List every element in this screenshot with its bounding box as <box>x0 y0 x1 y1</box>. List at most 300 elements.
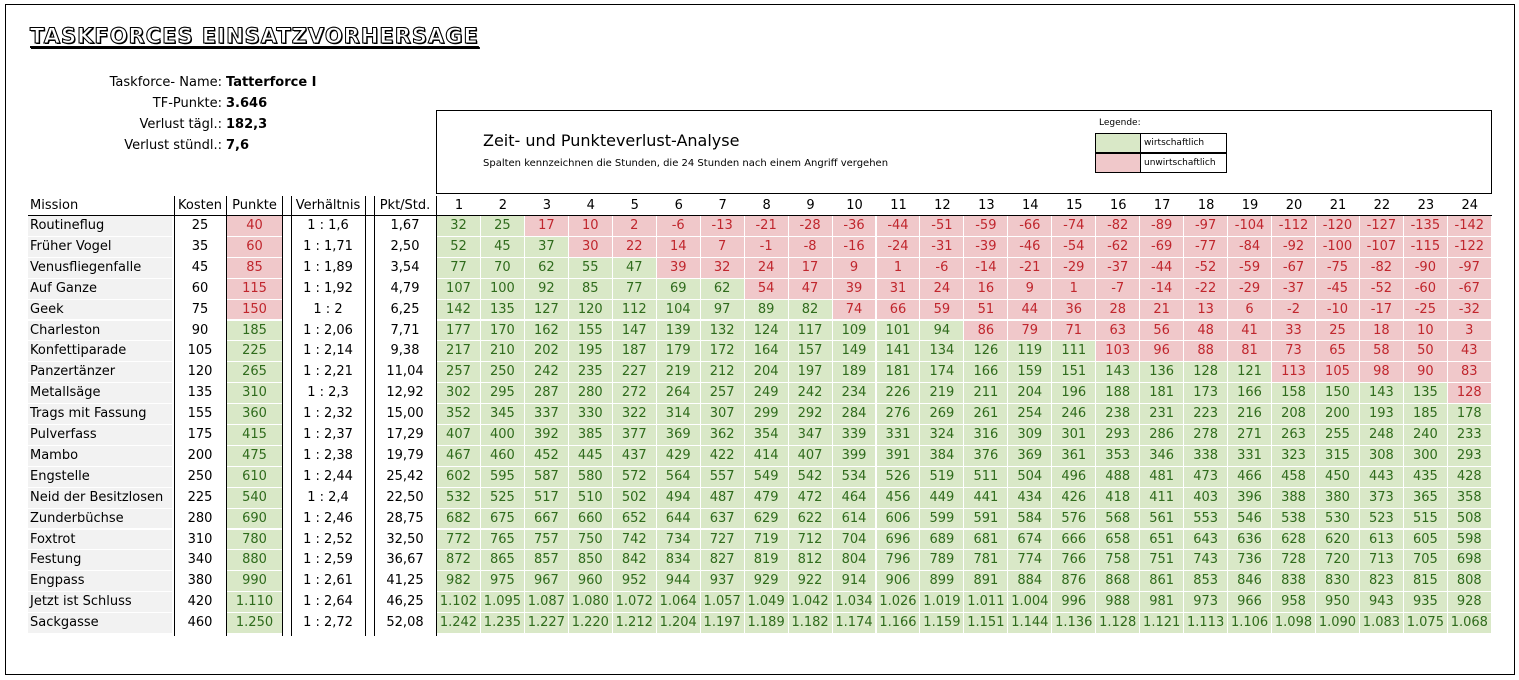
hour-cell: 111 <box>1052 341 1096 362</box>
punkte-value: 610 <box>227 467 282 488</box>
hour-cell: -22 <box>1184 279 1228 300</box>
hour-cell: 346 <box>1140 446 1184 467</box>
verhaeltnis-value: 1 : 2,37 <box>303 427 353 442</box>
hour-cell: 481 <box>1140 467 1184 488</box>
info-value: 7,6 <box>226 138 250 153</box>
hour-cell: 1.087 <box>525 592 569 613</box>
hour-cell: 456 <box>877 488 921 509</box>
legend-item-wirtschaftlich <box>1095 133 1227 153</box>
hour-cell: 143 <box>1360 383 1404 404</box>
pkt-std-value: 15,00 <box>386 406 424 422</box>
hour-cell: 119 <box>1008 341 1052 362</box>
hour-cell: 272 <box>613 383 657 404</box>
hour-cell: 705 <box>1404 550 1448 571</box>
hour-cell: -37 <box>1272 279 1316 300</box>
hour-cell: 302 <box>437 383 481 404</box>
hour-cell: 819 <box>745 550 789 571</box>
hour-cell: 210 <box>481 341 525 362</box>
hour-cell: 14 <box>657 237 701 258</box>
kosten-value: 225 <box>187 489 213 505</box>
kosten-value: 35 <box>191 238 209 254</box>
hour-cell: 172 <box>701 341 745 362</box>
hour-cell: 234 <box>833 383 877 404</box>
hour-cell: 85 <box>569 279 613 300</box>
hour-cell: 293 <box>1448 446 1492 467</box>
analysis-subtitle: Spalten kennzeichnen die Stunden, die 24 Stunden nach einem Angriff vergehen <box>483 158 889 169</box>
hour-cell: 202 <box>525 341 569 362</box>
hour-cell: 1.113 <box>1184 613 1228 634</box>
hour-cell: 377 <box>613 425 657 446</box>
hour-cell: 219 <box>657 362 701 383</box>
hour-cell: 757 <box>525 530 569 551</box>
mission-name: Jetzt ist Schluss <box>28 592 172 613</box>
hour-cell: 287 <box>525 383 569 404</box>
hour-cell: 233 <box>1448 425 1492 446</box>
hour-cell: 24 <box>920 279 964 300</box>
kosten-value: 120 <box>187 364 213 380</box>
hour-cell: 71 <box>1052 321 1096 342</box>
hour-cell: 414 <box>745 446 789 467</box>
hour-cell: 781 <box>964 550 1008 571</box>
hour-cell: 1.057 <box>701 592 745 613</box>
mission-name: Neid der Besitzlosen <box>28 488 172 509</box>
hour-cell: 204 <box>1008 383 1052 404</box>
kosten-value: 60 <box>191 280 209 296</box>
hour-cell: 407 <box>437 425 481 446</box>
hour-cell: 441 <box>964 488 1008 509</box>
hour-cell: 1.235 <box>481 613 525 634</box>
hour-cell: 534 <box>833 467 877 488</box>
hour-cell: 16 <box>964 279 1008 300</box>
kosten-value: 310 <box>187 531 213 547</box>
hour-cell: 238 <box>1096 404 1140 425</box>
page-title: TASKFORCES EINSATZVORHERSAGE <box>30 24 479 48</box>
hour-cell: 772 <box>437 530 481 551</box>
hour-cell: 1.095 <box>481 592 525 613</box>
hour-cell: 937 <box>701 571 745 592</box>
hour-cell: 246 <box>1052 404 1096 425</box>
hour-cell: 628 <box>1272 530 1316 551</box>
hour-cell: -8 <box>789 237 833 258</box>
mission-name: Festung <box>28 550 172 571</box>
hour-cell: -29 <box>1052 258 1096 279</box>
hour-cell: 32 <box>437 216 481 237</box>
hour-cell: -69 <box>1140 237 1184 258</box>
hour-cell: 1.004 <box>1008 592 1052 613</box>
hour-cell: 369 <box>657 425 701 446</box>
hour-cell: -104 <box>1228 216 1272 237</box>
hour-cell: -59 <box>964 216 1008 237</box>
col-divider <box>282 196 283 636</box>
hour-cell: 595 <box>481 467 525 488</box>
hour-cell: 380 <box>1316 488 1360 509</box>
info-row <box>60 72 317 93</box>
hour-cell: 139 <box>657 321 701 342</box>
hour-cell: 553 <box>1184 509 1228 530</box>
hour-cell: 576 <box>1052 509 1096 530</box>
hour-cell: -14 <box>1140 279 1184 300</box>
hour-cell: 158 <box>1272 383 1316 404</box>
hour-cell: 466 <box>1228 467 1272 488</box>
hour-cell: 842 <box>613 550 657 571</box>
punkte-value: 310 <box>227 383 282 404</box>
hour-cell: 988 <box>1096 592 1140 613</box>
hour-cell: 83 <box>1448 362 1492 383</box>
hour-cell: 324 <box>920 425 964 446</box>
hour-cell: -29 <box>1228 279 1272 300</box>
punkte-value: 415 <box>227 425 282 446</box>
hour-cell: 823 <box>1360 571 1404 592</box>
hour-cell: -89 <box>1140 216 1184 237</box>
hour-cell: 542 <box>789 467 833 488</box>
pkt-std-value: 19,79 <box>386 447 424 463</box>
hour-cell: 162 <box>525 321 569 342</box>
hour-cell: 301 <box>1052 425 1096 446</box>
hour-cell: 376 <box>964 446 1008 467</box>
hour-cell: 591 <box>964 509 1008 530</box>
hour-cell: 973 <box>1184 592 1228 613</box>
hour-cell: -142 <box>1448 216 1492 237</box>
hour-cell: 667 <box>525 509 569 530</box>
hour-cell: 1.068 <box>1448 613 1492 634</box>
hour-cell: 712 <box>789 530 833 551</box>
kosten-value: 380 <box>187 573 213 589</box>
header-hour: 17 <box>1153 198 1171 213</box>
hour-cell: 1.075 <box>1404 613 1448 634</box>
hour-cell: 181 <box>1140 383 1184 404</box>
kosten-value: 105 <box>187 343 213 359</box>
hour-cell: 339 <box>833 425 877 446</box>
hour-cell: 179 <box>657 341 701 362</box>
hour-cell: 472 <box>789 488 833 509</box>
hour-cell: -25 <box>1404 300 1448 321</box>
hour-cell: 804 <box>833 550 877 571</box>
verhaeltnis-value: 1 : 2,61 <box>303 573 353 589</box>
hour-cell: 7 <box>701 237 745 258</box>
hour-cell: 1.220 <box>569 613 613 634</box>
hour-cell: 765 <box>481 530 525 551</box>
hour-cell: 808 <box>1448 571 1492 592</box>
hour-cell: 636 <box>1228 530 1272 551</box>
header-hour: 1 <box>454 198 464 213</box>
hour-cell: 1.080 <box>569 592 613 613</box>
hour-cell: 1 <box>1052 279 1096 300</box>
hour-cell: 1.098 <box>1272 613 1316 634</box>
hour-cell: 299 <box>745 404 789 425</box>
header-hour: 23 <box>1417 198 1435 213</box>
hour-cell: 212 <box>701 362 745 383</box>
header-hour: 20 <box>1285 198 1303 213</box>
hour-cell: 94 <box>920 321 964 342</box>
hour-cell: 861 <box>1140 571 1184 592</box>
hour-cell: -127 <box>1360 216 1404 237</box>
col-divider <box>436 196 437 636</box>
hour-cell: 519 <box>920 467 964 488</box>
hour-cell: 70 <box>481 258 525 279</box>
hour-cell: 511 <box>964 467 1008 488</box>
header-hour: 18 <box>1197 198 1215 213</box>
pkt-std-value: 36,67 <box>386 552 424 568</box>
hour-cell: 391 <box>877 446 921 467</box>
verhaeltnis-value: 1 : 2,38 <box>303 447 353 463</box>
hour-cell: -52 <box>1360 279 1404 300</box>
hour-cell: 166 <box>964 362 1008 383</box>
hour-cell: -54 <box>1052 237 1096 258</box>
header-hour: 12 <box>934 198 951 213</box>
hour-cell: -17 <box>1360 300 1404 321</box>
legend-label: wirtschaftlich <box>1144 138 1205 148</box>
hour-cell: 90 <box>1404 362 1448 383</box>
kosten-value: 155 <box>187 406 213 422</box>
hour-cell: 876 <box>1052 571 1096 592</box>
hour-cell: 734 <box>657 530 701 551</box>
punkte-value: 225 <box>227 341 282 362</box>
analysis-title: Zeit- und Punkteverlust-Analyse <box>483 131 740 150</box>
hour-cell: 392 <box>525 425 569 446</box>
hour-cell: 89 <box>745 300 789 321</box>
hour-cell: -75 <box>1316 258 1360 279</box>
hour-cell: 622 <box>789 509 833 530</box>
hour-cell: 128 <box>1184 362 1228 383</box>
hour-cell: 269 <box>920 404 964 425</box>
hour-cell: 758 <box>1096 550 1140 571</box>
header-hour: 24 <box>1461 198 1479 213</box>
hour-cell: 830 <box>1316 571 1360 592</box>
hour-cell: -51 <box>920 216 964 237</box>
hour-cell: 460 <box>481 446 525 467</box>
hour-cell: 411 <box>1140 488 1184 509</box>
hour-cell: 353 <box>1096 446 1140 467</box>
mission-name: Geek <box>28 300 172 321</box>
hour-cell: 196 <box>1052 383 1096 404</box>
hour-cell: 644 <box>657 509 701 530</box>
hour-cell: 713 <box>1360 550 1404 571</box>
hour-cell: 77 <box>613 279 657 300</box>
hour-cell: 292 <box>789 404 833 425</box>
hour-cell: 128 <box>1448 383 1492 404</box>
punkte-value: 185 <box>227 321 282 342</box>
mission-name: Konfettiparade <box>28 341 172 362</box>
hour-cell: 308 <box>1360 446 1404 467</box>
hour-cell: 1.166 <box>877 613 921 634</box>
hour-cell: 254 <box>1008 404 1052 425</box>
hour-cell: 1.197 <box>701 613 745 634</box>
hour-cell: 434 <box>1008 488 1052 509</box>
hour-cell: 323 <box>1272 446 1316 467</box>
hour-cell: 151 <box>1052 362 1096 383</box>
hour-cell: 231 <box>1140 404 1184 425</box>
kosten-value: 280 <box>187 510 213 526</box>
header-hour: 15 <box>1065 198 1083 213</box>
hour-cell: 345 <box>481 404 525 425</box>
hour-cell: 1.159 <box>920 613 964 634</box>
hour-cell: 134 <box>920 341 964 362</box>
hour-cell: 44 <box>1008 300 1052 321</box>
pkt-std-value: 41,25 <box>386 573 424 589</box>
header-hour: 11 <box>890 198 907 213</box>
hour-cell: 450 <box>1316 467 1360 488</box>
hour-cell: 73 <box>1272 341 1316 362</box>
hour-cell: 264 <box>657 383 701 404</box>
hour-cell: 97 <box>701 300 745 321</box>
mission-name: Metallsäge <box>28 383 172 404</box>
hour-cell: 1.242 <box>437 613 481 634</box>
hour-cell: 112 <box>613 300 657 321</box>
kosten-value: 25 <box>191 218 209 233</box>
pkt-std-value: 11,04 <box>386 364 424 380</box>
header-hour: 16 <box>1109 198 1127 213</box>
hour-cell: -1 <box>745 237 789 258</box>
verhaeltnis-value: 1 : 2,52 <box>303 531 353 547</box>
mission-name: Venusfliegenfalle <box>28 258 172 279</box>
hour-cell: -21 <box>1008 258 1052 279</box>
header-hour: 19 <box>1241 198 1259 213</box>
hour-cell: 276 <box>877 404 921 425</box>
hour-cell: 614 <box>833 509 877 530</box>
hour-cell: 235 <box>569 362 613 383</box>
hour-cell: 173 <box>1184 383 1228 404</box>
hour-cell: 104 <box>657 300 701 321</box>
punkte-value: 880 <box>227 550 282 571</box>
hour-cell: 96 <box>1140 341 1184 362</box>
hour-cell: -24 <box>877 237 921 258</box>
hour-cell: 868 <box>1096 571 1140 592</box>
hour-cell: 606 <box>877 509 921 530</box>
header-hour: 8 <box>762 198 771 213</box>
mission-name: Charleston <box>28 321 172 342</box>
hour-cell: 418 <box>1096 488 1140 509</box>
header-divider <box>28 215 1492 216</box>
hour-cell: 2 <box>613 216 657 237</box>
hour-cell: 812 <box>789 550 833 571</box>
hour-cell: -122 <box>1448 237 1492 258</box>
hour-cell: 751 <box>1140 550 1184 571</box>
hour-cell: 149 <box>833 341 877 362</box>
hour-cell: 914 <box>833 571 877 592</box>
mission-name: Früher Vogel <box>28 237 172 258</box>
hour-cell: 143 <box>1096 362 1140 383</box>
hour-cell: 51 <box>964 300 1008 321</box>
hour-cell: 502 <box>613 488 657 509</box>
hour-cell: 1.174 <box>833 613 877 634</box>
hour-cell: 872 <box>437 550 481 571</box>
hour-cell: 126 <box>964 341 1008 362</box>
hour-cell: -67 <box>1272 258 1316 279</box>
mission-name: Engpass <box>28 571 172 592</box>
hour-cell: 105 <box>1316 362 1360 383</box>
hour-cell: 142 <box>437 300 481 321</box>
hour-cell: -10 <box>1316 300 1360 321</box>
pkt-std-value: 3,54 <box>390 259 420 275</box>
hour-cell: 121 <box>1228 362 1272 383</box>
hour-cell: 47 <box>789 279 833 300</box>
hour-cell: 428 <box>1448 467 1492 488</box>
hour-cell: 602 <box>437 467 481 488</box>
hour-cell: 164 <box>745 341 789 362</box>
hour-cell: 9 <box>833 258 877 279</box>
pkt-std-value: 52,08 <box>386 615 424 631</box>
hour-cell: 92 <box>525 279 569 300</box>
kosten-value: 200 <box>187 447 213 463</box>
hour-cell: 488 <box>1096 467 1140 488</box>
hour-cell: 437 <box>613 446 657 467</box>
kosten-value: 135 <box>187 385 213 401</box>
hour-cell: 338 <box>1184 446 1228 467</box>
hour-cell: 473 <box>1184 467 1228 488</box>
hour-cell: 369 <box>1008 446 1052 467</box>
hour-cell: 331 <box>1228 446 1272 467</box>
verhaeltnis-value: 1 : 2,14 <box>303 343 353 359</box>
hour-cell: 508 <box>1448 509 1492 530</box>
hour-cell: 62 <box>701 279 745 300</box>
hour-cell: 30 <box>569 237 613 258</box>
verhaeltnis-value: 1 : 2,4 <box>307 489 349 505</box>
hour-cell: 1.136 <box>1052 613 1096 634</box>
hour-cell: 361 <box>1052 446 1096 467</box>
header-hour: 3 <box>542 198 551 213</box>
hour-cell: 736 <box>1228 550 1272 571</box>
verhaeltnis-value: 1 : 2,72 <box>303 615 353 631</box>
hour-cell: -107 <box>1360 237 1404 258</box>
hour-cell: 316 <box>964 425 1008 446</box>
hour-cell: 48 <box>1184 321 1228 342</box>
kosten-value: 250 <box>187 468 213 484</box>
hour-cell: -46 <box>1008 237 1052 258</box>
hour-cell: 1.042 <box>789 592 833 613</box>
verhaeltnis-value: 1 : 1,71 <box>303 238 353 254</box>
hour-cell: -37 <box>1096 258 1140 279</box>
hour-cell: 517 <box>525 488 569 509</box>
pkt-std-value: 6,25 <box>390 301 420 317</box>
hour-cell: -135 <box>1404 216 1448 237</box>
hour-cell: -82 <box>1360 258 1404 279</box>
hour-cell: 403 <box>1184 488 1228 509</box>
hour-cell: 561 <box>1140 509 1184 530</box>
hour-cell: 510 <box>569 488 613 509</box>
hour-cell: 1.151 <box>964 613 1008 634</box>
kosten-value: 175 <box>187 427 213 442</box>
hour-cell: 331 <box>877 425 921 446</box>
hour-cell: 81 <box>1228 341 1272 362</box>
hour-cell: 396 <box>1228 488 1272 509</box>
hour-cell: -74 <box>1052 216 1096 237</box>
hour-cell: -62 <box>1096 237 1140 258</box>
hour-cell: 31 <box>877 279 921 300</box>
info-label: TF-Punkte: <box>152 96 222 111</box>
hour-cell: -31 <box>920 237 964 258</box>
mission-name: Zunderbüchse <box>28 509 172 530</box>
hour-cell: 193 <box>1360 404 1404 425</box>
hour-cell: 884 <box>1008 571 1052 592</box>
hour-cell: 443 <box>1360 467 1404 488</box>
hour-cell: 24 <box>745 258 789 279</box>
punkte-value: 690 <box>227 509 282 530</box>
hour-cell: 922 <box>789 571 833 592</box>
hour-cell: 388 <box>1272 488 1316 509</box>
pkt-std-value: 46,25 <box>386 594 424 610</box>
hour-cell: 494 <box>657 488 701 509</box>
hour-cell: 935 <box>1404 592 1448 613</box>
hour-cell: 226 <box>877 383 921 404</box>
hour-cell: 10 <box>569 216 613 237</box>
hour-cell: 981 <box>1140 592 1184 613</box>
hour-cell: 147 <box>613 321 657 342</box>
punkte-value: 40 <box>227 216 282 237</box>
hour-cell: 249 <box>745 383 789 404</box>
hour-cell: 314 <box>657 404 701 425</box>
hour-cell: -16 <box>833 237 877 258</box>
hour-cell: 689 <box>920 530 964 551</box>
